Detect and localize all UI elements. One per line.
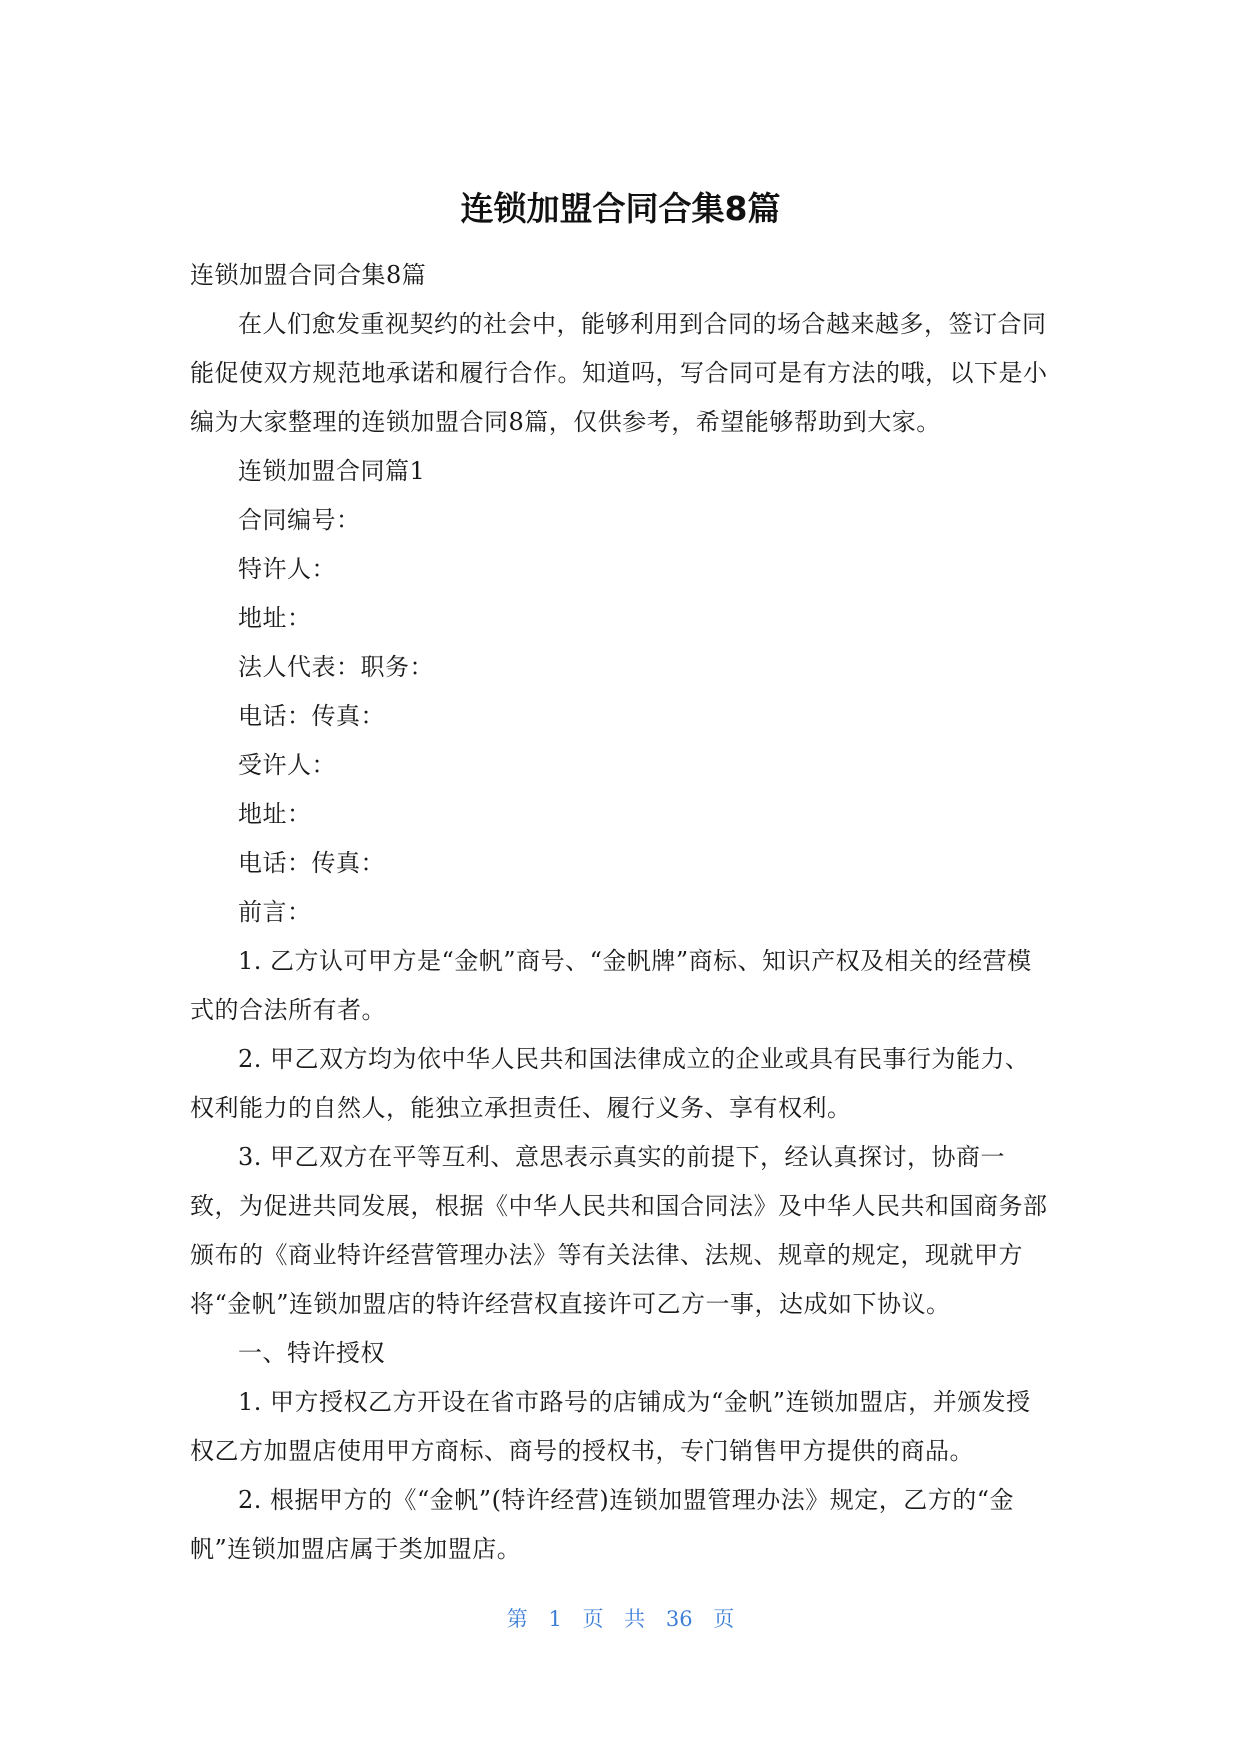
preface-item: 3. 甲乙双方在平等互利、意思表示真实的前提下，经认真探讨，协商一致，为促进共同发展，根据《中华人民共和国合同法》及中华人民共和国商务部颁布的《商业特许经营管理办法》等有关法律、法规、规章的规定，现就甲方将“金帆”连锁加盟店的特许经营权直接许可乙方一事，达成如下协议。	[190, 1143, 1048, 1318]
document-body	[190, 251, 1050, 1574]
preface-item: 2. 甲乙双方均为依中华人民共和国法律成立的企业或具有民事行为能力、权利能力的自然人，能独立承担责任、履行义务、享有权利。	[190, 1045, 1030, 1122]
field-franchisor-address: 地址：	[238, 604, 312, 632]
preface-heading: 前言：	[238, 898, 312, 926]
subtitle-line: 连锁加盟合同合集8篇	[190, 261, 427, 289]
field-franchisor: 特许人：	[238, 555, 336, 583]
field-franchisee: 受许人：	[238, 751, 336, 779]
clause-item: 2. 根据甲方的《“金帆”(特许经营)连锁加盟管理办法》规定，乙方的“金帆”连锁加盟店属于类加盟店。	[190, 1486, 1015, 1563]
page-number-footer: 第 1 页 共 36 页	[506, 1607, 735, 1631]
field-franchisor-phone-fax: 电话：传真：	[238, 702, 385, 730]
section-heading: 连锁加盟合同篇1	[238, 457, 426, 485]
document-title: 连锁加盟合同合集8篇	[460, 189, 781, 228]
field-legal-representative: 法人代表：职务：	[238, 653, 434, 681]
field-franchisee-phone-fax: 电话：传真：	[238, 849, 385, 877]
clause-item: 1. 甲方授权乙方开设在省市路号的店铺成为“金帆”连锁加盟店，并颁发授权乙方加盟店使用甲方商标、商号的授权书，专门销售甲方提供的商品。	[190, 1388, 1031, 1465]
field-franchisee-address: 地址：	[238, 800, 312, 828]
field-contract-number: 合同编号：	[238, 506, 361, 534]
clause-heading: 一、特许授权	[238, 1339, 385, 1367]
intro-paragraph: 在人们愈发重视契约的社会中，能够利用到合同的场合越来越多，签订合同能促使双方规范地承诺和履行合作。知道吗，写合同可是有方法的哦，以下是小编为大家整理的连锁加盟合同8篇，仅供参考，希望能够帮助到大家。	[190, 310, 1048, 436]
preface-item: 1. 乙方认可甲方是“金帆”商号、“金帆牌”商标、知识产权及相关的经营模式的合法所有者。	[190, 947, 1032, 1024]
